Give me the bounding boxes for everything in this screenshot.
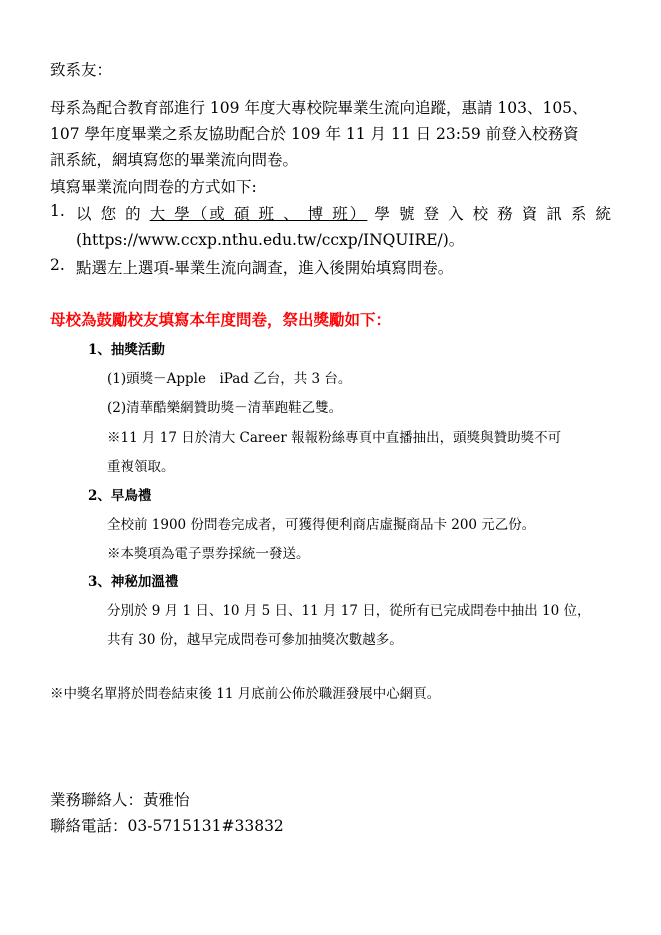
- contact-person: 業務聯絡人：黃雅怡: [50, 791, 190, 809]
- lottery-line-3: ※11 月 17 日於清大 Career 報報粉絲專頁中直播抽出，頭獎與贊助獎不可: [107, 430, 562, 446]
- step-1-number: 1.: [50, 202, 65, 220]
- step-2-text: 點選左上選項-畢業生流向調查，進入後開始填寫問卷。: [76, 259, 454, 277]
- intro-line-1: 母系為配合教育部進行 109 年度大專校院畢業生流向追蹤，惠請 103、105、: [50, 99, 588, 117]
- section-title-early-bird: 2、早鳥禮: [88, 488, 152, 504]
- step-1-account-type: 大 學（或 碩 班 、 博 班）: [149, 205, 368, 223]
- mystery-line-1: 分別於 9 月 1 日、10 月 5 日、11 月 17 日，從所有已完成問卷中抽出 10 位，: [107, 603, 591, 619]
- section-title-mystery: 3、神秘加溫禮: [88, 574, 179, 590]
- mystery-line-2: 共有 30 份，越早完成問卷可參加抽獎次數越多。: [107, 632, 403, 648]
- lottery-line-1: (1)頭獎－Apple iPad 乙台，共 3 台。: [107, 371, 352, 387]
- step-1-text: [76, 202, 611, 224]
- intro-line-2: 107 學年度畢業之系友協助配合於 109 年 11 月 11 日 23:59 前登入校務資: [50, 125, 579, 143]
- reward-heading: 母校為鼓勵校友填寫本年度問卷，祭出獎勵如下：: [50, 310, 392, 329]
- contact-phone: 聯絡電話：03-5715131#33832: [50, 817, 284, 835]
- step-2-number: 2.: [50, 256, 65, 274]
- intro-line-3: 訊系統，網填寫您的畢業流向問卷。: [50, 151, 299, 169]
- step-1-suffix: 學 號 登 入 校 務 資 訊 系 統: [374, 205, 611, 223]
- lottery-line-4: 重複領取。: [107, 459, 175, 475]
- step-1-prefix: 以 您 的: [76, 205, 143, 223]
- section-title-lottery: 1、抽獎活動: [88, 342, 165, 358]
- early-bird-line-2: ※本獎項為電子票券採統一發送。: [107, 546, 310, 562]
- method-heading: 填寫畢業流向問卷的方式如下:: [50, 178, 257, 196]
- lottery-line-2: (2)清華酷樂網贊助獎－清華跑鞋乙雙。: [107, 400, 343, 416]
- early-bird-line-1: 全校前 1900 份問卷完成者，可獲得便利商店虛擬商品卡 200 元乙份。: [107, 517, 536, 533]
- greeting: 致系友：: [50, 61, 113, 79]
- winner-note: ※中獎名單將於問卷結束後 11 月底前公佈於職涯發展中心網頁。: [50, 686, 441, 702]
- step-1-url: (https://www.ccxp.nthu.edu.tw/ccxp/INQUIRE/)。: [76, 231, 465, 249]
